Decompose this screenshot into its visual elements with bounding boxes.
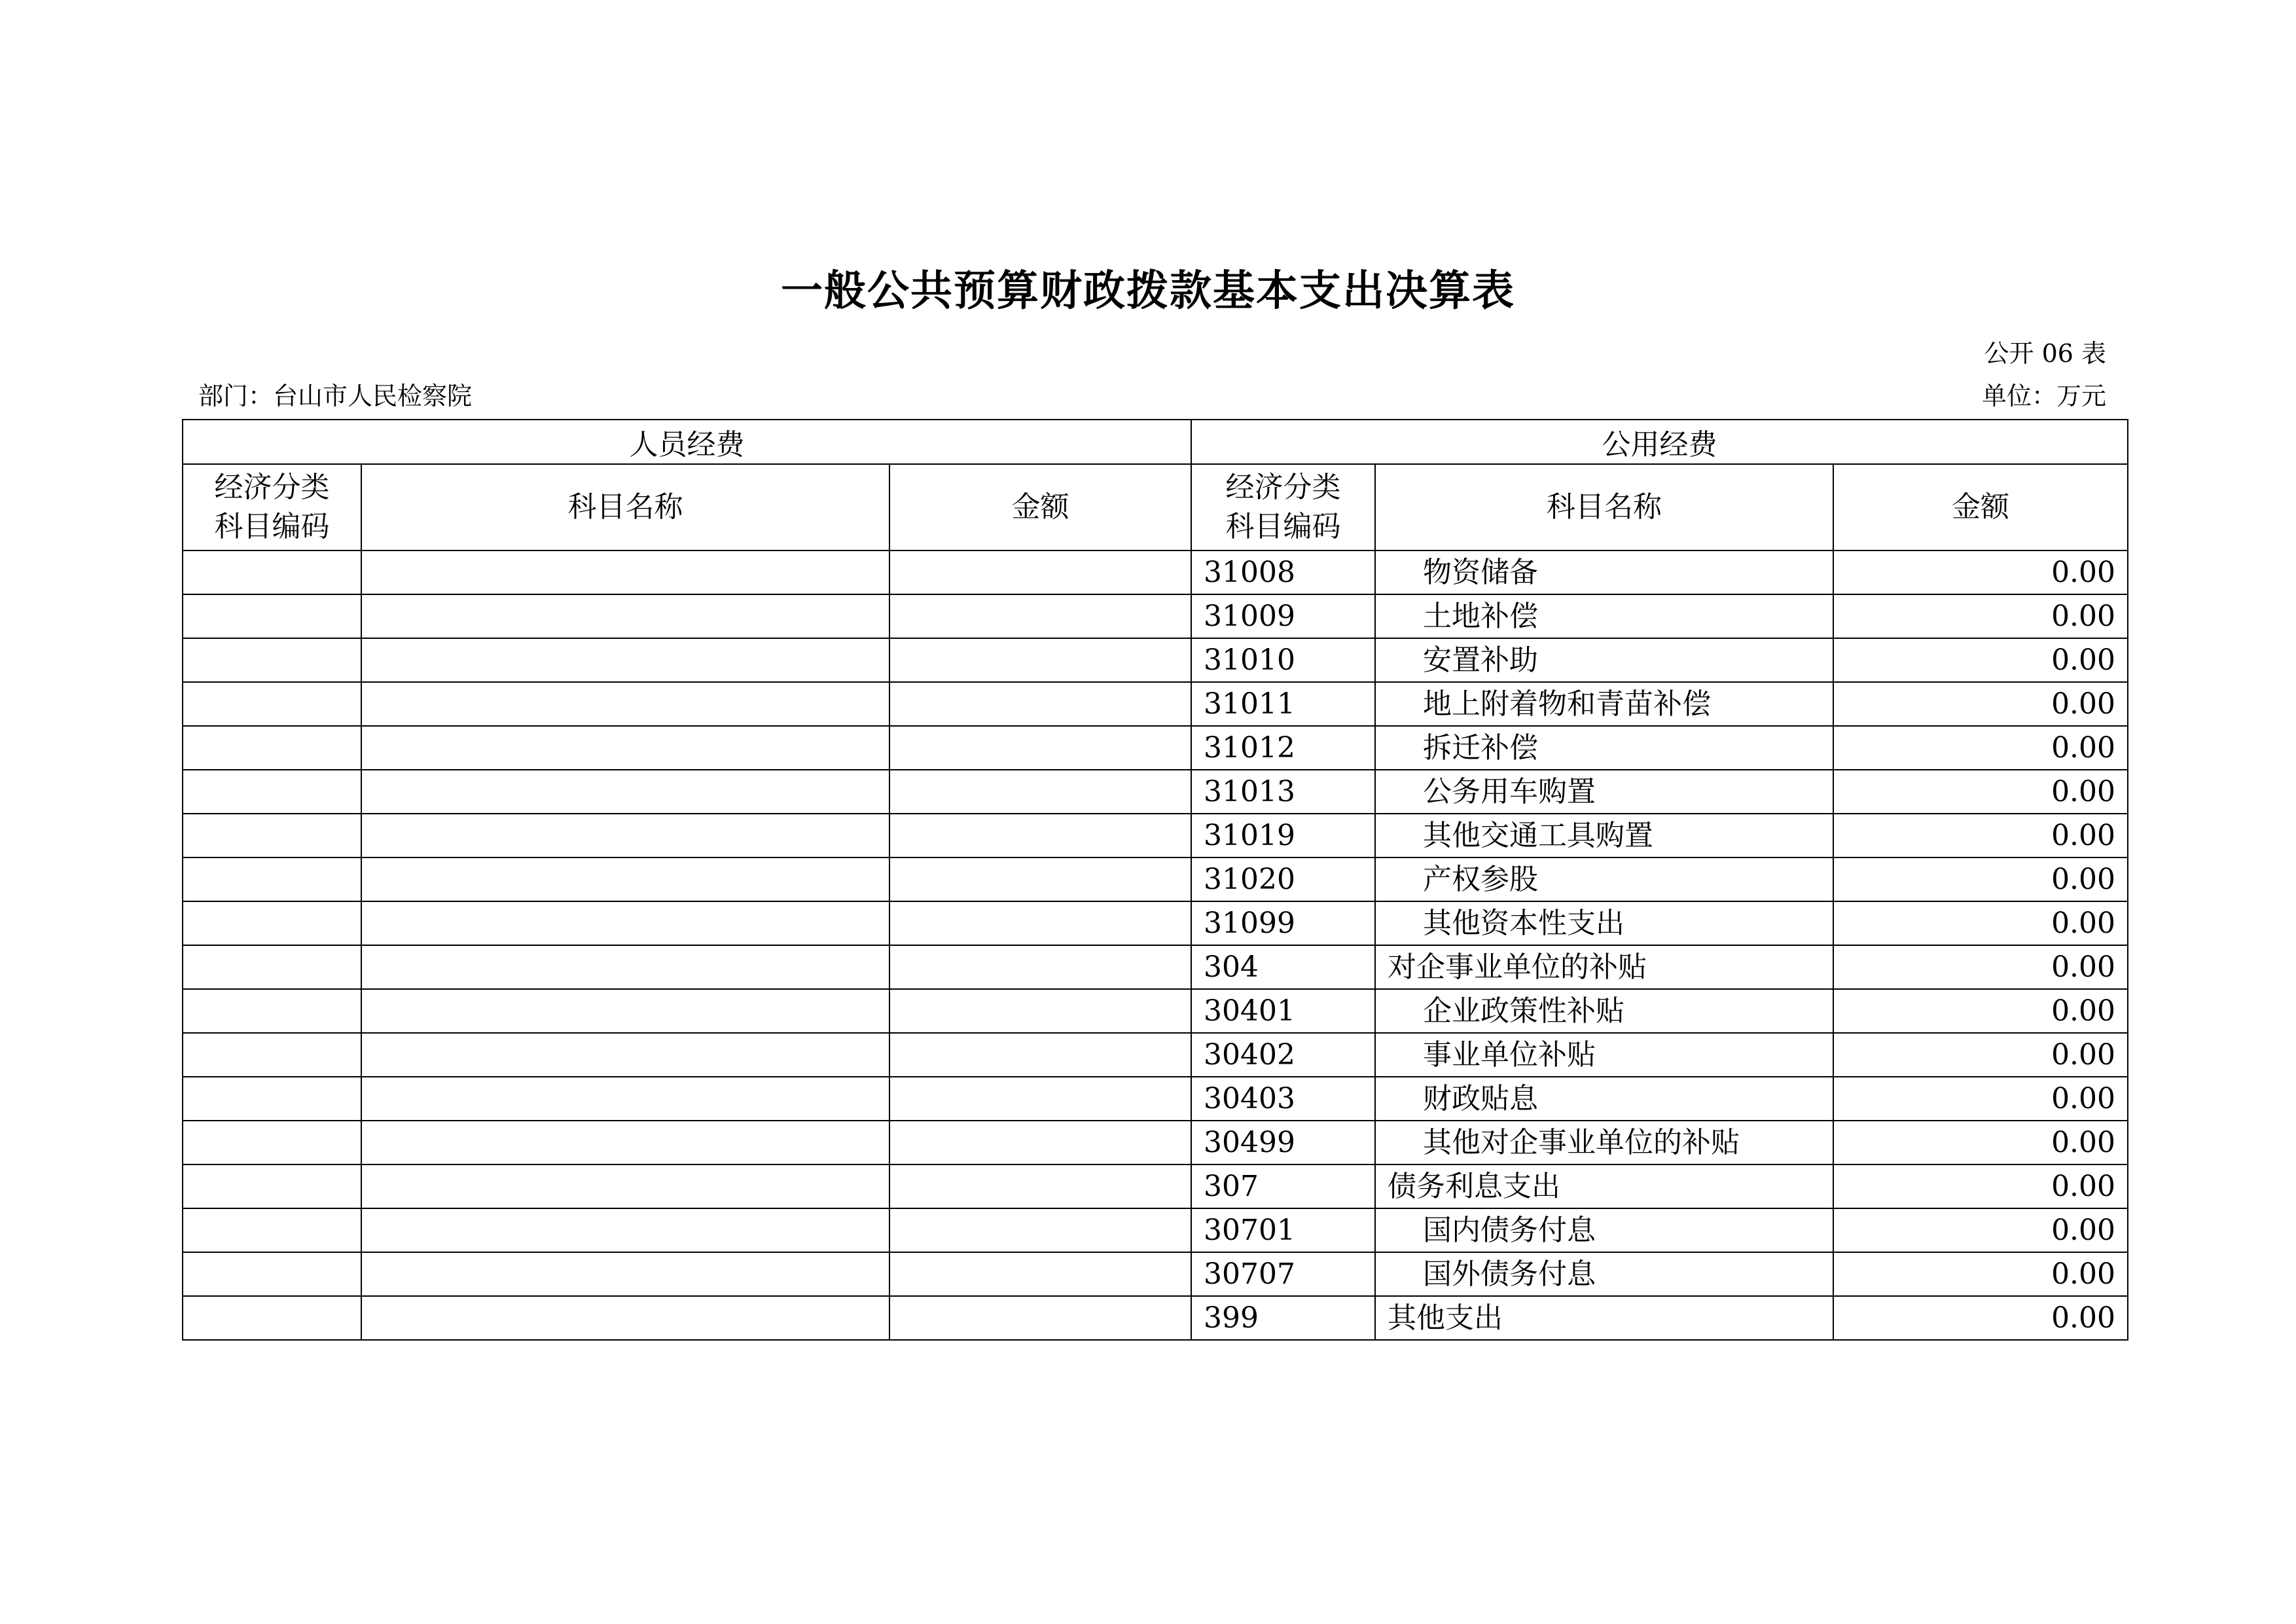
public-amount-cell: 0.00 [1833, 1296, 2128, 1340]
personnel-name-cell [361, 989, 889, 1033]
personnel-amount-cell [889, 1296, 1191, 1340]
personnel-amount-cell [889, 814, 1191, 857]
expenditure-table [182, 419, 2128, 1341]
unit-label: 单位：万元 [1981, 382, 2106, 410]
department-label: 部门：台山市人民检察院 [198, 382, 473, 410]
table-row [183, 1033, 2128, 1077]
public-name-cell: 国内债务付息 [1375, 1208, 1833, 1252]
personnel-amount-header: 金额 [889, 464, 1191, 550]
personnel-code-cell [183, 1033, 361, 1077]
public-code-cell: 31012 [1191, 726, 1375, 770]
personnel-name-cell [361, 638, 889, 682]
personnel-amount-cell [889, 1077, 1191, 1121]
public-name-cell: 其他交通工具购置 [1375, 814, 1833, 857]
public-code-header-line2: 科目编码 [1225, 510, 1341, 543]
table-row [183, 1296, 2128, 1340]
personnel-amount-cell [889, 1033, 1191, 1077]
personnel-amount-cell [889, 550, 1191, 594]
public-code-cell: 30499 [1191, 1121, 1375, 1164]
table-row [183, 726, 2128, 770]
table-row [183, 1077, 2128, 1121]
personnel-amount-cell [889, 901, 1191, 945]
table-row [183, 1208, 2128, 1252]
personnel-code-cell [183, 989, 361, 1033]
table-row [183, 770, 2128, 814]
personnel-name-cell [361, 1296, 889, 1340]
personnel-name-cell [361, 1121, 889, 1164]
personnel-code-cell [183, 1077, 361, 1121]
public-name-cell: 其他对企事业单位的补贴 [1375, 1121, 1833, 1164]
public-code-cell: 31009 [1191, 594, 1375, 638]
public-amount-cell: 0.00 [1833, 857, 2128, 901]
public-code-header-line1: 经济分类 [1225, 471, 1341, 504]
public-name-cell: 其他支出 [1375, 1296, 1833, 1340]
public-code-cell: 399 [1191, 1296, 1375, 1340]
personnel-expense-header: 人员经费 [183, 420, 1191, 464]
table-row [183, 1252, 2128, 1296]
table-row [183, 814, 2128, 857]
personnel-code-cell [183, 594, 361, 638]
public-code-cell: 31099 [1191, 901, 1375, 945]
public-amount-cell: 0.00 [1833, 901, 2128, 945]
personnel-amount-cell [889, 1252, 1191, 1296]
personnel-name-cell [361, 1208, 889, 1252]
personnel-name-cell [361, 682, 889, 726]
public-name-cell: 债务利息支出 [1375, 1164, 1833, 1208]
public-amount-header: 金额 [1833, 464, 2128, 550]
public-amount-cell: 0.00 [1833, 1164, 2128, 1208]
personnel-code-cell [183, 550, 361, 594]
group-header-row [183, 420, 2128, 464]
personnel-code-cell [183, 682, 361, 726]
form-code: 公开 06 表 [1984, 339, 2106, 368]
personnel-code-cell [183, 1296, 361, 1340]
public-amount-cell: 0.00 [1833, 1121, 2128, 1164]
public-name-cell: 安置补助 [1375, 638, 1833, 682]
table-row [183, 1164, 2128, 1208]
public-name-cell: 对企事业单位的补贴 [1375, 945, 1833, 989]
personnel-amount-cell [889, 1121, 1191, 1164]
public-amount-cell: 0.00 [1833, 1252, 2128, 1296]
public-name-cell: 产权参股 [1375, 857, 1833, 901]
personnel-code-cell [183, 857, 361, 901]
personnel-name-cell [361, 901, 889, 945]
personnel-amount-cell [889, 682, 1191, 726]
public-name-cell: 物资储备 [1375, 550, 1833, 594]
public-amount-cell: 0.00 [1833, 682, 2128, 726]
personnel-code-cell [183, 1252, 361, 1296]
public-name-cell: 国外债务付息 [1375, 1252, 1833, 1296]
public-code-cell: 31013 [1191, 770, 1375, 814]
public-code-header [1191, 464, 1375, 550]
personnel-amount-cell [889, 1164, 1191, 1208]
personnel-name-cell [361, 945, 889, 989]
personnel-name-cell [361, 1077, 889, 1121]
personnel-code-cell [183, 1121, 361, 1164]
public-code-cell: 30403 [1191, 1077, 1375, 1121]
public-code-cell: 307 [1191, 1164, 1375, 1208]
public-name-cell: 地上附着物和青苗补偿 [1375, 682, 1833, 726]
personnel-amount-cell [889, 726, 1191, 770]
personnel-code-cell [183, 1164, 361, 1208]
public-amount-cell: 0.00 [1833, 638, 2128, 682]
personnel-code-header-line1: 经济分类 [214, 471, 330, 504]
personnel-code-cell [183, 901, 361, 945]
public-name-cell: 土地补偿 [1375, 594, 1833, 638]
table-row [183, 550, 2128, 594]
public-name-cell: 公务用车购置 [1375, 770, 1833, 814]
personnel-name-cell [361, 1033, 889, 1077]
public-expense-header: 公用经费 [1191, 420, 2128, 464]
personnel-name-cell [361, 1252, 889, 1296]
public-name-cell: 企业政策性补贴 [1375, 989, 1833, 1033]
public-name-cell: 拆迁补偿 [1375, 726, 1833, 770]
personnel-amount-cell [889, 857, 1191, 901]
table-row [183, 857, 2128, 901]
personnel-name-cell [361, 726, 889, 770]
column-header-row [183, 464, 2128, 550]
public-name-cell: 其他资本性支出 [1375, 901, 1833, 945]
personnel-name-header: 科目名称 [361, 464, 889, 550]
public-amount-cell: 0.00 [1833, 945, 2128, 989]
personnel-code-cell [183, 770, 361, 814]
table-body [183, 550, 2128, 1340]
public-name-header: 科目名称 [1375, 464, 1833, 550]
public-amount-cell: 0.00 [1833, 1033, 2128, 1077]
personnel-amount-cell [889, 945, 1191, 989]
public-code-cell: 30707 [1191, 1252, 1375, 1296]
public-code-cell: 30402 [1191, 1033, 1375, 1077]
public-amount-cell: 0.00 [1833, 726, 2128, 770]
public-code-cell: 30401 [1191, 989, 1375, 1033]
public-name-cell: 财政贴息 [1375, 1077, 1833, 1121]
personnel-amount-cell [889, 989, 1191, 1033]
report-title: 一般公共预算财政拨款基本支出决算表 [781, 266, 1515, 316]
public-amount-cell: 0.00 [1833, 989, 2128, 1033]
table-row [183, 594, 2128, 638]
public-amount-cell: 0.00 [1833, 814, 2128, 857]
personnel-amount-cell [889, 1208, 1191, 1252]
personnel-name-cell [361, 594, 889, 638]
personnel-code-header [183, 464, 361, 550]
table-row [183, 682, 2128, 726]
personnel-code-cell [183, 726, 361, 770]
table-row [183, 638, 2128, 682]
personnel-name-cell [361, 814, 889, 857]
public-code-cell: 304 [1191, 945, 1375, 989]
table-row [183, 945, 2128, 989]
public-amount-cell: 0.00 [1833, 594, 2128, 638]
personnel-name-cell [361, 770, 889, 814]
public-code-cell: 31019 [1191, 814, 1375, 857]
public-code-cell: 31020 [1191, 857, 1375, 901]
public-code-cell: 31008 [1191, 550, 1375, 594]
personnel-amount-cell [889, 594, 1191, 638]
personnel-amount-cell [889, 770, 1191, 814]
public-code-cell: 31011 [1191, 682, 1375, 726]
personnel-code-header-line2: 科目编码 [214, 510, 330, 543]
public-amount-cell: 0.00 [1833, 770, 2128, 814]
table-row [183, 901, 2128, 945]
public-amount-cell: 0.00 [1833, 1077, 2128, 1121]
table-row [183, 1121, 2128, 1164]
personnel-name-cell [361, 857, 889, 901]
public-code-cell: 31010 [1191, 638, 1375, 682]
public-amount-cell: 0.00 [1833, 1208, 2128, 1252]
personnel-code-cell [183, 638, 361, 682]
table-row [183, 989, 2128, 1033]
personnel-code-cell [183, 945, 361, 989]
personnel-code-cell [183, 814, 361, 857]
personnel-amount-cell [889, 638, 1191, 682]
personnel-name-cell [361, 550, 889, 594]
personnel-name-cell [361, 1164, 889, 1208]
public-amount-cell: 0.00 [1833, 550, 2128, 594]
public-code-cell: 30701 [1191, 1208, 1375, 1252]
public-name-cell: 事业单位补贴 [1375, 1033, 1833, 1077]
personnel-code-cell [183, 1208, 361, 1252]
